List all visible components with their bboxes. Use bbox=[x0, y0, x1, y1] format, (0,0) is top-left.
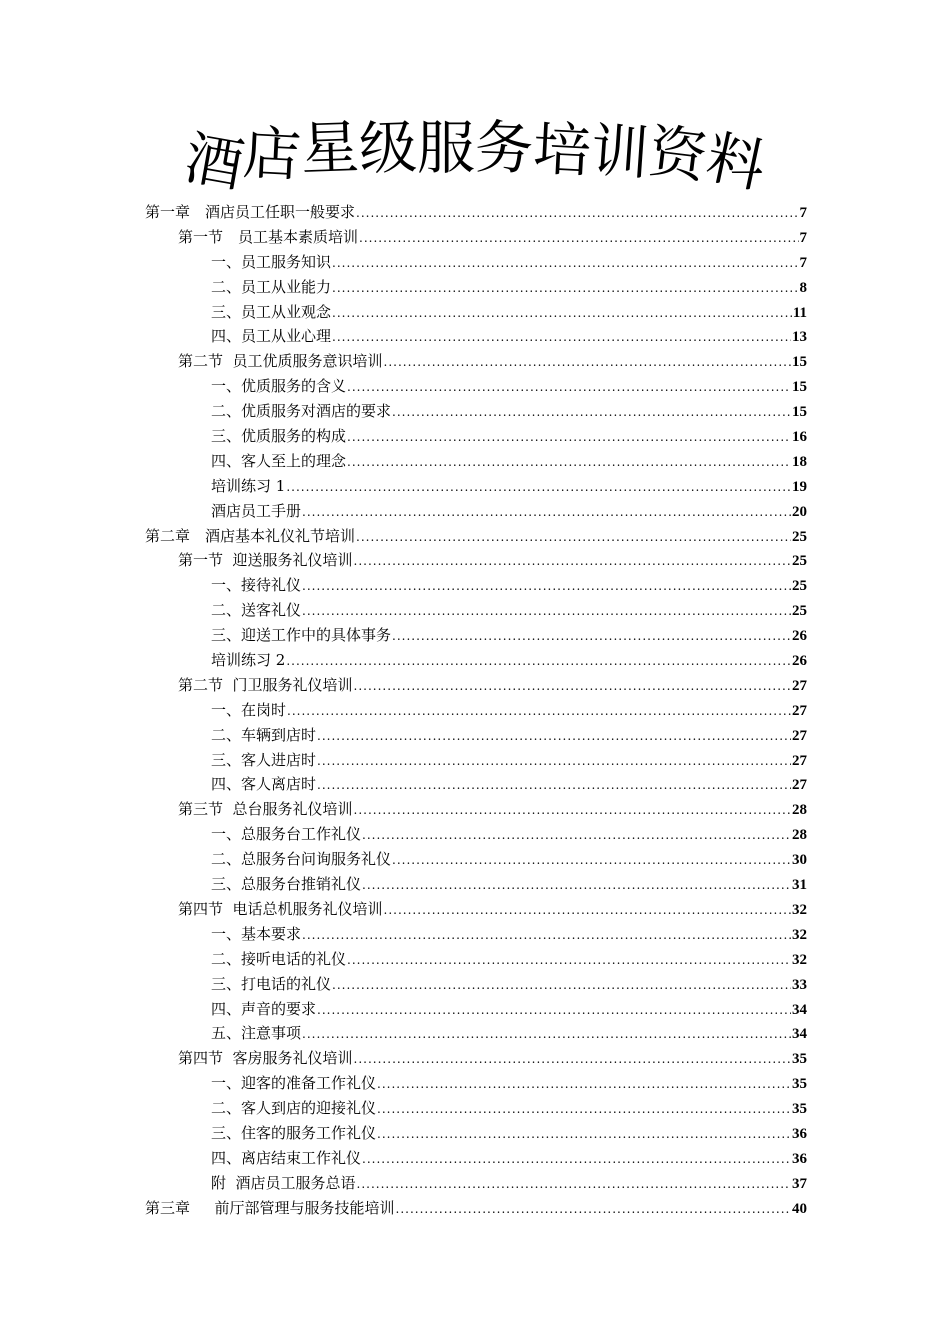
toc-entry[interactable] bbox=[145, 1046, 807, 1071]
toc-entry-label: 三、客人进店时 bbox=[211, 750, 317, 769]
toc-entry-label: 第四节 电话总机服务礼仪培训 bbox=[178, 899, 383, 918]
toc-entry-label: 酒店员工手册 bbox=[211, 501, 302, 520]
toc-entry[interactable] bbox=[145, 1171, 807, 1196]
toc-page-number: 25 bbox=[792, 528, 807, 545]
toc-entry[interactable] bbox=[145, 772, 807, 797]
toc-entry-label: 第二节 员工优质服务意识培训 bbox=[178, 352, 383, 371]
toc-page-number: 32 bbox=[792, 901, 807, 918]
toc-entry-label: 第一章 酒店员工任职一般要求 bbox=[145, 203, 356, 221]
toc-dot-leader bbox=[302, 500, 791, 525]
toc-entry[interactable] bbox=[145, 349, 807, 374]
toc-entry-label: 一、员工服务知识 bbox=[211, 252, 332, 271]
toc-page-number: 20 bbox=[792, 503, 807, 520]
toc-dot-leader bbox=[392, 400, 791, 425]
toc-entry-label: 培训练习 1 bbox=[211, 476, 286, 495]
toc-page-number: 37 bbox=[792, 1175, 807, 1192]
toc-entry[interactable] bbox=[145, 524, 807, 549]
toc-dot-leader bbox=[377, 1072, 791, 1097]
toc-entry-label: 三、打电话的礼仪 bbox=[211, 974, 332, 993]
toc-dot-leader bbox=[357, 1172, 791, 1197]
toc-entry-label: 第一节 员工基本素质培训 bbox=[178, 227, 359, 246]
title-char: 级 bbox=[357, 113, 419, 183]
toc-entry[interactable] bbox=[145, 374, 807, 399]
toc-dot-leader bbox=[332, 251, 798, 276]
toc-dot-leader bbox=[354, 798, 791, 823]
toc-entry[interactable] bbox=[145, 1196, 807, 1221]
toc-page-number: 25 bbox=[792, 553, 807, 570]
toc-page-number: 26 bbox=[792, 653, 807, 670]
toc-page-number: 7 bbox=[799, 254, 807, 271]
toc-entry[interactable] bbox=[145, 698, 807, 723]
toc-page-number: 27 bbox=[792, 702, 807, 719]
toc-entry-label: 五、注意事项 bbox=[211, 1024, 302, 1043]
toc-entry-label: 附 酒店员工服务总语 bbox=[211, 1173, 356, 1192]
toc-dot-leader bbox=[384, 898, 791, 923]
title-char: 料 bbox=[700, 122, 772, 202]
toc-entry[interactable] bbox=[145, 200, 807, 225]
toc-entry-label: 三、员工从业观念 bbox=[211, 302, 332, 321]
toc-entry[interactable] bbox=[145, 872, 807, 897]
toc-page-number: 34 bbox=[792, 1001, 807, 1018]
toc-dot-leader bbox=[317, 749, 791, 774]
toc-page-number: 26 bbox=[792, 628, 807, 645]
title-char: 服 bbox=[416, 114, 475, 182]
toc-entry-label: 三、优质服务的构成 bbox=[211, 427, 347, 446]
toc-dot-leader bbox=[362, 873, 791, 898]
toc-page-number: 16 bbox=[792, 429, 807, 446]
toc-page-number: 27 bbox=[792, 677, 807, 694]
toc-dot-leader bbox=[302, 599, 791, 624]
toc-dot-leader bbox=[356, 525, 791, 550]
toc-entry[interactable] bbox=[145, 673, 807, 698]
toc-entry[interactable] bbox=[145, 623, 807, 648]
toc-dot-leader bbox=[317, 724, 791, 749]
toc-entry[interactable] bbox=[145, 947, 807, 972]
title-char: 酒 bbox=[179, 123, 249, 201]
toc-entry[interactable] bbox=[145, 424, 807, 449]
toc-entry[interactable] bbox=[145, 1096, 807, 1121]
toc-entry[interactable] bbox=[145, 1121, 807, 1146]
toc-entry[interactable] bbox=[145, 1146, 807, 1171]
toc-entry[interactable] bbox=[145, 499, 807, 524]
toc-entry-label: 第三章 前厅部管理与服务技能培训 bbox=[145, 1198, 395, 1217]
toc-entry-label: 一、在岗时 bbox=[211, 700, 287, 719]
toc-page-number: 25 bbox=[792, 578, 807, 595]
toc-entry-label: 三、总服务台推销礼仪 bbox=[211, 875, 362, 894]
toc-dot-leader bbox=[332, 973, 791, 998]
title-char: 务 bbox=[473, 113, 535, 183]
toc-entry-label: 第一节 迎送服务礼仪培训 bbox=[178, 551, 353, 570]
toc-entry-label: 三、迎送工作中的具体事务 bbox=[211, 626, 392, 645]
toc-page-number: 36 bbox=[792, 1125, 807, 1142]
toc-entry-label: 四、客人离店时 bbox=[211, 775, 317, 794]
title-char: 资 bbox=[645, 116, 711, 192]
toc-entry[interactable] bbox=[145, 399, 807, 424]
toc-page-number: 15 bbox=[792, 354, 807, 371]
toc-entry-label: 二、客人到店的迎接礼仪 bbox=[211, 1099, 377, 1118]
toc-page-number: 30 bbox=[792, 852, 807, 869]
title-char: 培 bbox=[531, 114, 593, 186]
toc-dot-leader bbox=[332, 325, 791, 350]
title-char: 训 bbox=[588, 116, 652, 188]
toc-entry-label: 培训练习 2 bbox=[211, 651, 286, 670]
toc-entry-label: 一、优质服务的含义 bbox=[211, 377, 347, 396]
toc-entry-label: 四、离店结束工作礼仪 bbox=[211, 1148, 362, 1167]
toc-entry[interactable] bbox=[145, 847, 807, 872]
toc-dot-leader bbox=[354, 549, 791, 574]
toc-page-number: 7 bbox=[799, 229, 807, 246]
toc-entry-label: 二、接听电话的礼仪 bbox=[211, 949, 347, 968]
toc-page-number: 28 bbox=[792, 802, 807, 819]
toc-entry-label: 二、总服务台问询服务礼仪 bbox=[211, 850, 392, 869]
toc-dot-leader bbox=[362, 823, 791, 848]
toc-entry[interactable] bbox=[145, 300, 807, 325]
toc-page-number: 15 bbox=[792, 379, 807, 396]
toc-page-number: 27 bbox=[792, 727, 807, 744]
toc-entry-label: 二、员工从业能力 bbox=[211, 277, 332, 296]
toc-dot-leader bbox=[332, 301, 792, 326]
toc-page-number: 31 bbox=[792, 877, 807, 894]
toc-page-number: 33 bbox=[792, 976, 807, 993]
toc-entry[interactable] bbox=[145, 548, 807, 573]
toc-dot-leader bbox=[302, 923, 791, 948]
toc-entry-label: 一、迎客的准备工作礼仪 bbox=[211, 1074, 377, 1093]
toc-page-number: 34 bbox=[792, 1026, 807, 1043]
toc-dot-leader bbox=[359, 226, 798, 251]
toc-entry-label: 三、住客的服务工作礼仪 bbox=[211, 1123, 377, 1142]
toc-dot-leader bbox=[302, 1022, 791, 1047]
toc-page-number: 7 bbox=[799, 205, 807, 221]
toc-page-number: 18 bbox=[792, 453, 807, 470]
toc-entry-label: 第二节 门卫服务礼仪培训 bbox=[178, 675, 353, 694]
document-title bbox=[0, 100, 950, 200]
title-char: 星 bbox=[299, 113, 361, 183]
toc-entry-label: 第三节 总台服务礼仪培训 bbox=[178, 800, 353, 819]
toc-entry-label: 四、客人至上的理念 bbox=[211, 451, 347, 470]
toc-entry[interactable] bbox=[145, 474, 807, 499]
toc-page-number: 32 bbox=[792, 926, 807, 943]
toc-page-number: 28 bbox=[792, 827, 807, 844]
toc-page-number: 32 bbox=[792, 951, 807, 968]
toc-dot-leader bbox=[286, 475, 791, 500]
toc-entry[interactable] bbox=[145, 275, 807, 300]
toc-entry[interactable] bbox=[145, 797, 807, 822]
toc-entry[interactable] bbox=[145, 573, 807, 598]
toc-dot-leader bbox=[317, 773, 791, 798]
toc-dot-leader bbox=[362, 1147, 791, 1172]
toc-page-number: 15 bbox=[792, 404, 807, 421]
toc-entry[interactable] bbox=[145, 449, 807, 474]
toc-dot-leader bbox=[317, 998, 791, 1023]
toc-dot-leader bbox=[332, 276, 798, 301]
toc-page-number: 35 bbox=[792, 1051, 807, 1068]
toc-page-number: 27 bbox=[792, 777, 807, 794]
toc-entry[interactable] bbox=[145, 250, 807, 275]
toc-entry[interactable] bbox=[145, 922, 807, 947]
toc-dot-leader bbox=[347, 375, 791, 400]
toc-page-number: 35 bbox=[792, 1101, 807, 1118]
toc-entry[interactable] bbox=[145, 648, 807, 673]
toc-dot-leader bbox=[302, 574, 791, 599]
toc-page-number: 36 bbox=[792, 1150, 807, 1167]
table-of-contents bbox=[145, 200, 807, 1221]
toc-dot-leader bbox=[354, 674, 791, 699]
toc-entry[interactable] bbox=[145, 1021, 807, 1046]
toc-page-number: 27 bbox=[792, 752, 807, 769]
toc-dot-leader bbox=[287, 699, 791, 724]
toc-entry-label: 一、基本要求 bbox=[211, 924, 302, 943]
toc-dot-leader bbox=[347, 425, 791, 450]
toc-dot-leader bbox=[286, 649, 791, 674]
toc-entry-label: 一、总服务台工作礼仪 bbox=[211, 825, 362, 844]
toc-page-number: 8 bbox=[799, 279, 807, 296]
toc-page-number: 11 bbox=[792, 304, 807, 321]
toc-page-number: 19 bbox=[792, 478, 807, 495]
toc-entry[interactable] bbox=[145, 897, 807, 922]
toc-page-number: 25 bbox=[792, 603, 807, 620]
toc-dot-leader bbox=[377, 1097, 791, 1122]
toc-dot-leader bbox=[384, 350, 791, 375]
toc-entry[interactable] bbox=[145, 822, 807, 847]
toc-entry-label: 二、优质服务对酒店的要求 bbox=[211, 402, 392, 421]
toc-entry-label: 第二章 酒店基本礼仪礼节培训 bbox=[145, 526, 356, 545]
toc-dot-leader bbox=[396, 1197, 791, 1222]
toc-entry[interactable] bbox=[145, 997, 807, 1022]
toc-entry[interactable] bbox=[145, 972, 807, 997]
toc-entry-label: 四、声音的要求 bbox=[211, 999, 317, 1018]
toc-entry[interactable] bbox=[145, 225, 807, 250]
toc-entry-label: 二、送客礼仪 bbox=[211, 601, 302, 620]
toc-page-number: 40 bbox=[792, 1200, 807, 1217]
toc-entry[interactable] bbox=[145, 1071, 807, 1096]
title-char: 店 bbox=[241, 118, 303, 190]
toc-page-number: 13 bbox=[792, 329, 807, 346]
toc-dot-leader bbox=[347, 948, 791, 973]
toc-entry[interactable] bbox=[145, 598, 807, 623]
toc-dot-leader bbox=[392, 848, 791, 873]
toc-entry[interactable] bbox=[145, 723, 807, 748]
toc-entry-label: 第四节 客房服务礼仪培训 bbox=[178, 1049, 353, 1068]
toc-dot-leader bbox=[392, 624, 791, 649]
toc-entry[interactable] bbox=[145, 324, 807, 349]
toc-page-number: 35 bbox=[792, 1076, 807, 1093]
toc-entry-label: 一、接待礼仪 bbox=[211, 576, 302, 595]
toc-entry-label: 四、员工从业心理 bbox=[211, 327, 332, 346]
toc-dot-leader bbox=[354, 1047, 791, 1072]
toc-entry[interactable] bbox=[145, 748, 807, 773]
toc-dot-leader bbox=[377, 1122, 791, 1147]
toc-entry-label: 二、车辆到店时 bbox=[211, 725, 317, 744]
toc-dot-leader bbox=[356, 201, 798, 226]
toc-dot-leader bbox=[347, 450, 791, 475]
